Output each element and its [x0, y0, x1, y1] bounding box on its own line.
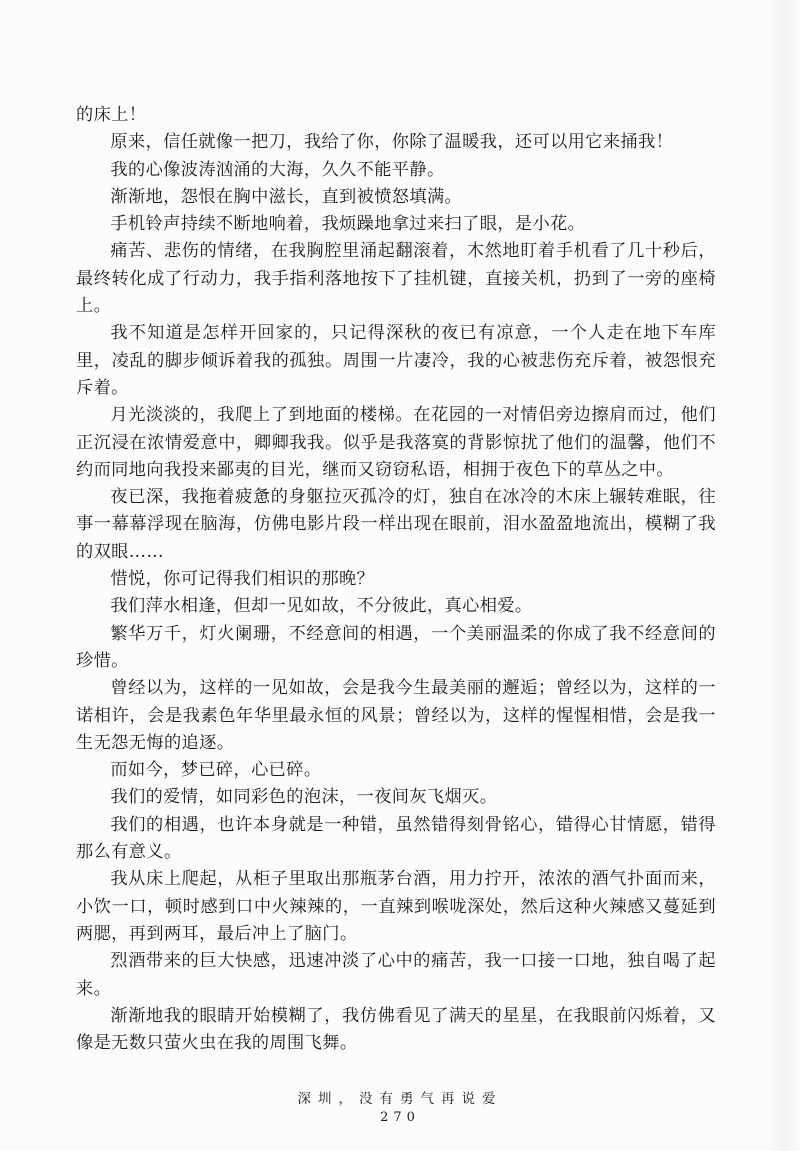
body-paragraph: 原来，信任就像一把刀，我给了你，你除了温暖我，还可以用它来捅我！: [110, 132, 674, 153]
body-paragraph: 烈酒带来的巨大快感，迅速冲淡了心中的痛苦，我一口接一口地，独自喝了起来。: [76, 951, 716, 999]
body-paragraph: 我不知道是怎样开回家的，只记得深秋的夜已有凉意，一个人走在地下车库里，凌乱的脚步倾诉着我的孤独。周围一片凄冷，我的心被悲伤充斥着，被怨恨充斥着。: [76, 323, 716, 398]
body-paragraph: 我们的相遇，也许本身就是一种错，虽然错得刻骨铭心，错得心甘情愿，错得那么有意义。: [76, 814, 716, 863]
body-paragraph: 我的心像波涛汹涌的大海，久久不能平静。: [110, 159, 445, 180]
body-paragraph: 痛苦、悲伤的情绪，在我胸腔里涌起翻滚着，木然地盯着手机看了几十秒后，最终转化成了行动力，我手指利落地按下了挂机键，直接关机，扔到了一旁的座椅上。: [76, 241, 716, 317]
body-text: [76, 102, 716, 1057]
page-number: 270: [380, 1110, 420, 1125]
body-paragraph: 我们的爱情，如同彩色的泡沫，一夜间灰飞烟灭。: [110, 787, 498, 808]
body-paragraph: 惜悦，你可记得我们相识的那晚？: [110, 569, 375, 590]
body-paragraph: 夜已深，我拖着疲惫的身躯拉灭孤冷的灯，独自在冰冷的木床上辗转难眠，往事一幕幕浮现在脑海，仿佛电影片段一样出现在眼前，泪水盈盈地流出，模糊了我的双眼……: [76, 487, 716, 562]
body-paragraph: 我们萍水相逢，但却一见如故，不分彼此，真心相爱。: [110, 596, 533, 617]
body-paragraph: 繁华万千，灯火阑珊，不经意间的相遇，一个美丽温柔的你成了我不经意间的珍惜。: [76, 623, 716, 671]
body-paragraph: 曾经以为，这样的一见如故，会是我今生最美丽的邂逅；曾经以为，这样的一诺相许，会是我素色年华里最永恒的风景；曾经以为，这样的惺惺相惜，会是我一生无怨无悔的追逐。: [76, 678, 716, 753]
body-paragraph: 渐渐地，怨恨在胸中滋长，直到被愤怒填满。: [110, 186, 463, 207]
body-paragraph: 的床上！: [76, 105, 147, 125]
body-paragraph: 手机铃声持续不断地响着，我烦躁地拿过来扫了眼，是小花。: [110, 214, 586, 235]
body-paragraph: 月光淡淡的，我爬上了到地面的楼梯。在花园的一对情侣旁边擦肩而过，他们正沉浸在浓情爱意中，卿卿我我。似乎是我落寞的背影惊扰了他们的温馨，他们不约而同地向我投来鄙夷的目光，继而又窃窃私语，相拥于夜色下的草丛之中。: [76, 405, 716, 480]
body-paragraph: 而如今，梦已碎，心已碎。: [110, 760, 322, 781]
body-paragraph: 我从床上爬起，从柜子里取出那瓶茅台酒，用力拧开，浓浓的酒气扑面而来，小饮一口，顿时感到口中火辣辣的，一直辣到喉咙深处，然后这种火辣感又蔓延到两腮，再到两耳，最后冲上了脑门。: [76, 869, 716, 944]
body-paragraph: 渐渐地我的眼睛开始模糊了，我仿佛看见了满天的星星，在我眼前闪烁着，又像是无数只萤火虫在我的周围飞舞。: [76, 1005, 716, 1054]
page-edge-shadow: [766, 0, 800, 1151]
running-footer-title: 深圳，没有勇气再说爱: [297, 1091, 503, 1107]
